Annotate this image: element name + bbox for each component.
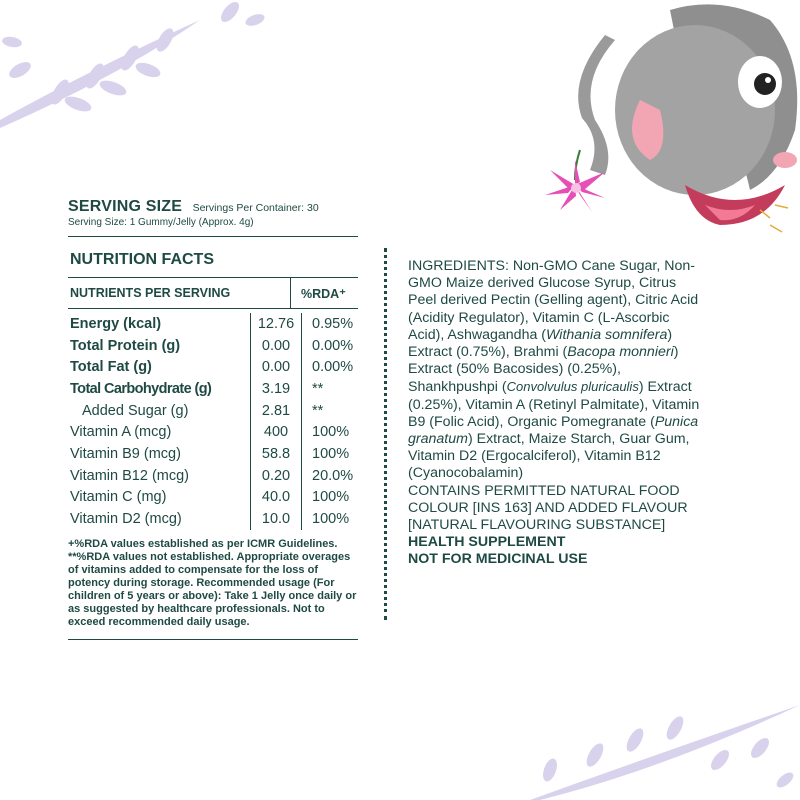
- nutrient-name: Vitamin D2 (mcg): [70, 511, 182, 528]
- nutrient-value: 0.00: [251, 356, 302, 378]
- nutrient-rda: 100%: [312, 424, 350, 441]
- table-row: [68, 400, 358, 422]
- rda-footnote: +%RDA values established as per ICMR Guidelines. **%RDA values not established. Appropriate overages of vitamins added to compensate for the loss of potency during storage. Recommended usage (For children of 5 years or above): Take 1 Jelly once daily or as suggested by healthcare professionals. Not to exceed recommended daily usage.: [68, 537, 357, 628]
- divider-line: [68, 236, 358, 237]
- botanical-name: Bacopa monnieri: [567, 344, 674, 361]
- nutrient-value: 0.20: [251, 465, 302, 487]
- elephant-mascot-illustration: [520, 0, 800, 240]
- table-row: [68, 487, 358, 509]
- colour-flavour-note: CONTAINS PERMITTED NATURAL FOOD COLOUR [INS 163] AND ADDED FLAVOUR [NATURAL FLAVOURING SUBSTANCE]: [408, 482, 688, 534]
- botanical-name: Punica granatum: [408, 413, 699, 448]
- nutrient-rda: 0.00%: [312, 337, 354, 354]
- ingredients-text: [408, 258, 708, 483]
- table-row: [68, 443, 358, 465]
- table-row: [68, 421, 358, 443]
- table-row: [68, 508, 358, 530]
- dotted-divider: [384, 248, 387, 620]
- serving-size-detail: Serving Size: 1 Gummy/Jelly (Approx. 4g): [68, 217, 254, 228]
- botanical-name: Convolvulus pluricaulis: [506, 379, 639, 395]
- nutrient-name: Vitamin C (mg): [70, 489, 167, 506]
- table-row: [68, 313, 358, 335]
- nutrient-name: Energy (kcal): [70, 315, 162, 332]
- nutrition-facts-panel: [68, 198, 358, 640]
- leaf-branch-decoration-bottom: [520, 700, 800, 800]
- nutrient-value: 2.81: [251, 400, 302, 422]
- nutrient-value: 12.76: [251, 313, 302, 335]
- table-row: [68, 356, 358, 378]
- nutrient-rda: **: [312, 402, 324, 419]
- leaf-branch-decoration: [0, 0, 270, 140]
- nutrient-name: Vitamin B9 (mcg): [70, 445, 181, 462]
- nutrient-name: Total Carbohydrate (g): [70, 380, 212, 397]
- ingredients-segment: ) Extract (0.25%), Vitamin A (Retinyl Palmitate), Vitamin B9 (Folic Acid), Organic Pomegranate (: [408, 379, 700, 430]
- nutrient-name: Vitamin B12 (mcg): [70, 467, 189, 484]
- nutrient-rda: **: [312, 380, 324, 397]
- ingredients-segment: INGREDIENTS: Non-GMO Cane Sugar, Non-GMO Maize derived Glucose Syrup, Citrus Peel derived Pectin (Gelling agent), Citric Acid (Acidity Regulator), Vitamin C (L-Ascorbic Acid), Ashwagandha (: [408, 258, 699, 343]
- nutrient-value: 0.00: [251, 335, 302, 357]
- nutrient-name: Total Fat (g): [70, 359, 152, 376]
- nutrient-name: Added Sugar (g): [82, 402, 189, 419]
- servings-per-container: Servings Per Container: 30: [192, 202, 319, 214]
- nutrient-value: 58.8: [251, 443, 302, 465]
- nutrient-name: Vitamin A (mcg): [70, 424, 172, 441]
- nutrient-rda: 0.95%: [312, 315, 354, 332]
- botanical-name: Withania somnifera: [546, 326, 668, 343]
- nutrients-header: NUTRIENTS PER SERVING: [70, 286, 231, 300]
- ingredients-segment: ) Extract, Maize Starch, Guar Gum, Vitamin D2 (Ergocalciferol), Vitamin B12 (Cyanocobalamin): [408, 431, 690, 482]
- table-row: [68, 378, 358, 400]
- table-row: [68, 335, 358, 357]
- serving-size-title: SERVING SIZE: [68, 198, 183, 215]
- nutrient-value: 3.19: [251, 378, 302, 400]
- ingredients-block: [408, 258, 708, 569]
- not-medicinal-label: NOT FOR MEDICINAL USE: [408, 551, 588, 568]
- nutrient-value: 40.0: [251, 487, 302, 509]
- nutrient-rda: 100%: [312, 489, 350, 506]
- divider-line: [68, 308, 358, 309]
- nutrient-rda: 100%: [312, 445, 350, 462]
- ingredients-segment: ) Extract (0.75%), Brahmi (: [408, 326, 673, 361]
- nutrient-rda: 0.00%: [312, 359, 354, 376]
- divider-line: [68, 639, 358, 640]
- health-supplement-label: HEALTH SUPPLEMENT: [408, 534, 566, 551]
- nutrition-table: [68, 313, 358, 530]
- table-row: [68, 465, 358, 487]
- nutrient-name: Total Protein (g): [70, 337, 181, 354]
- serving-size-row: [68, 198, 358, 216]
- nutrient-rda: 20.0%: [312, 467, 354, 484]
- nutrient-value: 400: [251, 421, 302, 443]
- nutrient-value: 10.0: [251, 508, 302, 530]
- rda-header: %RDA⁺: [290, 278, 346, 308]
- ingredients-segment: ) Extract (50% Bacosides) (0.25%), Shankhpushpi (: [408, 344, 679, 396]
- table-header: [68, 278, 358, 308]
- nutrient-rda: 100%: [312, 511, 350, 528]
- nutrition-facts-title: NUTRITION FACTS: [70, 251, 214, 268]
